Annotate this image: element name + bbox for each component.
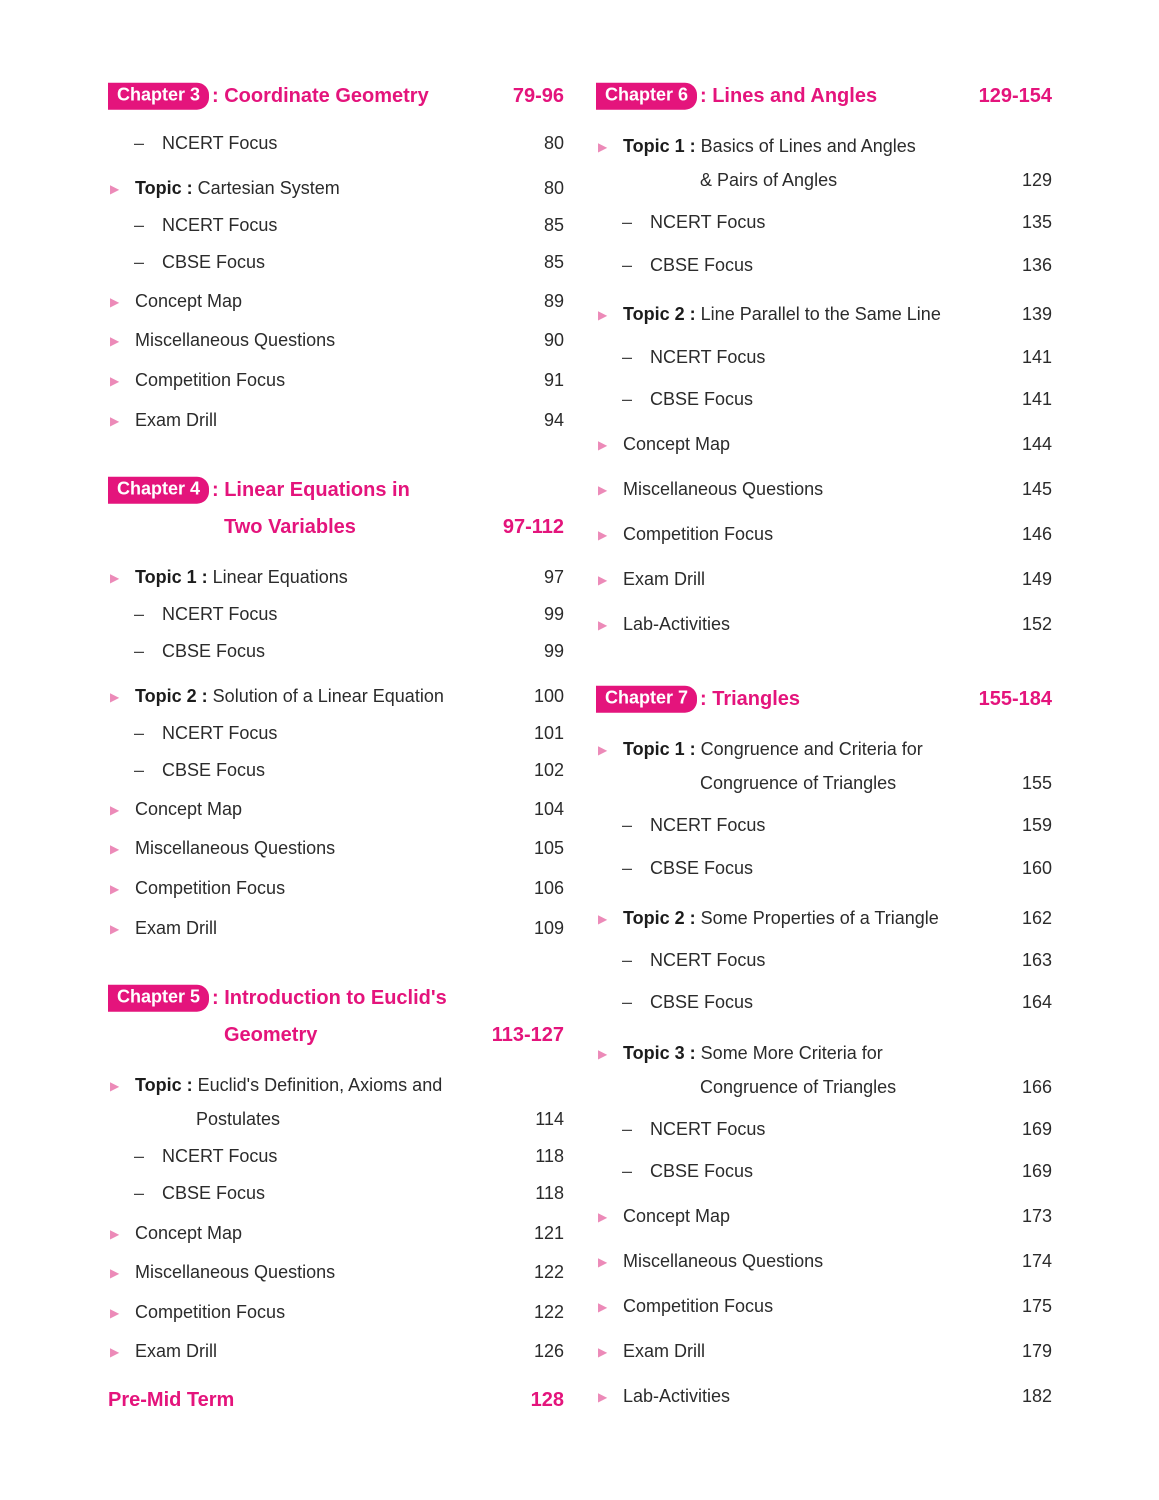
triangle-bullet-icon: ▶	[110, 1265, 120, 1280]
dash-bullet-icon: –	[622, 992, 633, 1013]
triangle-bullet-icon: ▶	[110, 413, 120, 428]
page-number: 164	[1021, 992, 1052, 1013]
triangle-bullet-icon: ▶	[110, 1305, 120, 1320]
topic-prefix: Topic 1 :	[623, 739, 696, 760]
triangle-bullet-icon: ▶	[598, 617, 608, 632]
entry-label	[135, 178, 340, 200]
triangle-bullet-icon: ▶	[598, 1299, 608, 1314]
entry-label: Miscellaneous Questions	[623, 1251, 824, 1272]
dash-bullet-icon: –	[622, 858, 633, 879]
page-number: 174	[1021, 1251, 1052, 1272]
dash-bullet-icon: –	[134, 641, 145, 662]
page-number: 141	[1021, 389, 1052, 410]
chapter-badge: Chapter 4	[108, 477, 209, 504]
dash-bullet-icon: –	[134, 133, 145, 154]
triangle-bullet-icon: ▶	[110, 294, 120, 309]
topic-prefix: Topic 2 :	[135, 686, 208, 707]
page-number: 136	[1021, 255, 1052, 276]
entry-label: CBSE Focus	[650, 858, 754, 879]
chapter-title: : Coordinate Geometry	[212, 85, 429, 107]
page-number: 135	[1021, 212, 1052, 233]
page-number: 85	[543, 215, 564, 236]
page-number: 149	[1021, 569, 1052, 590]
page-number: 109	[533, 918, 564, 939]
page-number: 99	[543, 604, 564, 625]
topic-name: Linear Equations	[207, 567, 348, 588]
dash-bullet-icon: –	[622, 1119, 633, 1140]
chapter-page-range: 155-184	[978, 688, 1052, 710]
topic-prefix: Topic 3 :	[623, 1043, 696, 1064]
entry-label: Miscellaneous Questions	[623, 479, 824, 500]
entry-label: Exam Drill	[135, 918, 218, 939]
page-number: 89	[543, 291, 564, 312]
entry-label: NCERT Focus	[650, 212, 766, 233]
page-number: 145	[1021, 479, 1052, 500]
topic-prefix: Topic 1 :	[135, 567, 208, 588]
section-page: 128	[530, 1389, 564, 1411]
page-number: 80	[543, 133, 564, 154]
topic-name: Euclid's Definition, Axioms and	[192, 1075, 443, 1096]
triangle-bullet-icon: ▶	[598, 482, 608, 497]
entry-label: Exam Drill	[623, 1341, 706, 1362]
entry-label: CBSE Focus	[650, 992, 754, 1013]
entry-label	[135, 1075, 442, 1097]
entry-label: NCERT Focus	[650, 1119, 766, 1140]
entry-label: Concept Map	[623, 1206, 731, 1227]
page-number: 160	[1021, 858, 1052, 879]
entry-label: NCERT Focus	[650, 950, 766, 971]
page-number: 162	[1021, 908, 1052, 929]
topic-name: Cartesian System	[192, 178, 340, 199]
page-number: 169	[1021, 1161, 1052, 1182]
entry-label: Exam Drill	[135, 410, 218, 431]
triangle-bullet-icon: ▶	[110, 841, 120, 856]
topic-prefix: Topic 2 :	[623, 304, 696, 325]
entry-label	[623, 739, 923, 761]
page-number: 94	[543, 410, 564, 431]
entry-label: Miscellaneous Questions	[135, 838, 336, 859]
triangle-bullet-icon: ▶	[598, 1389, 608, 1404]
topic-prefix: Topic 1 :	[623, 136, 696, 157]
entry-label: Exam Drill	[623, 569, 706, 590]
page-number: 105	[533, 838, 564, 859]
entry-label	[135, 686, 444, 708]
page-number: 114	[535, 1109, 564, 1130]
page-number: 182	[1021, 1386, 1052, 1407]
entry-label: NCERT Focus	[162, 215, 278, 236]
entry-label: Lab-Activities	[623, 1386, 731, 1407]
page-number: 144	[1021, 434, 1052, 455]
topic-name: Some Properties of a Triangle	[695, 908, 939, 929]
chapter-badge: Chapter 6	[596, 83, 697, 110]
page-number: 163	[1021, 950, 1052, 971]
topic-name: Some More Criteria for	[695, 1043, 883, 1064]
dash-bullet-icon: –	[622, 212, 633, 233]
triangle-bullet-icon: ▶	[598, 1209, 608, 1224]
triangle-bullet-icon: ▶	[110, 689, 120, 704]
entry-label: NCERT Focus	[162, 604, 278, 625]
page-number: 122	[533, 1262, 564, 1283]
triangle-bullet-icon: ▶	[598, 527, 608, 542]
entry-label: NCERT Focus	[650, 347, 766, 368]
triangle-bullet-icon: ▶	[110, 921, 120, 936]
page-number: 152	[1021, 614, 1052, 635]
topic-name: Congruence and Criteria for	[695, 739, 923, 760]
entry-label	[623, 136, 916, 158]
topic-prefix: Topic 2 :	[623, 908, 696, 929]
triangle-bullet-icon: ▶	[110, 570, 120, 585]
page-number: 104	[533, 799, 564, 820]
dash-bullet-icon: –	[622, 1161, 633, 1182]
entry-label: Congruence of Triangles	[700, 773, 897, 794]
entry-label: CBSE Focus	[650, 389, 754, 410]
dash-bullet-icon: –	[622, 815, 633, 836]
dash-bullet-icon: –	[134, 604, 145, 625]
page-number: 121	[533, 1223, 564, 1244]
page-number: 85	[543, 252, 564, 273]
entry-label: Concept Map	[135, 799, 243, 820]
triangle-bullet-icon: ▶	[110, 181, 120, 196]
page-number: 99	[543, 641, 564, 662]
entry-label: Lab-Activities	[623, 614, 731, 635]
entry-label: Concept Map	[135, 1223, 243, 1244]
entry-label: CBSE Focus	[162, 252, 266, 273]
dash-bullet-icon: –	[134, 760, 145, 781]
page-number: 100	[533, 686, 564, 707]
triangle-bullet-icon: ▶	[598, 911, 608, 926]
triangle-bullet-icon: ▶	[598, 1254, 608, 1269]
triangle-bullet-icon: ▶	[598, 572, 608, 587]
entry-label: CBSE Focus	[650, 1161, 754, 1182]
triangle-bullet-icon: ▶	[110, 1078, 120, 1093]
page-number: 159	[1021, 815, 1052, 836]
entry-label: CBSE Focus	[650, 255, 754, 276]
chapter-page-range: 97-112	[502, 516, 564, 538]
entry-label: NCERT Focus	[162, 1146, 278, 1167]
page-number: 146	[1021, 524, 1052, 545]
page-number: 90	[543, 330, 564, 351]
entry-label: Competition Focus	[135, 1302, 286, 1323]
dash-bullet-icon: –	[622, 255, 633, 276]
triangle-bullet-icon: ▶	[598, 742, 608, 757]
page-number: 97	[543, 567, 564, 588]
page-number: 129	[1021, 170, 1052, 191]
page-number: 80	[543, 178, 564, 199]
triangle-bullet-icon: ▶	[598, 307, 608, 322]
triangle-bullet-icon: ▶	[598, 139, 608, 154]
topic-prefix: Topic :	[135, 1075, 193, 1096]
entry-label: NCERT Focus	[162, 133, 278, 154]
dash-bullet-icon: –	[134, 723, 145, 744]
page-number: 118	[535, 1183, 564, 1204]
chapter-title-continued: Two Variables	[224, 516, 356, 538]
dash-bullet-icon: –	[134, 1146, 145, 1167]
page-number: 175	[1021, 1296, 1052, 1317]
triangle-bullet-icon: ▶	[598, 1344, 608, 1359]
entry-label: & Pairs of Angles	[700, 170, 838, 191]
topic-name: Line Parallel to the Same Line	[695, 304, 941, 325]
chapter-title: : Linear Equations in	[212, 479, 410, 501]
page-number: 122	[533, 1302, 564, 1323]
page-number: 155	[1021, 773, 1052, 794]
triangle-bullet-icon: ▶	[110, 881, 120, 896]
chapter-title: : Lines and Angles	[700, 85, 878, 107]
page-number: 126	[533, 1341, 564, 1362]
page-number: 166	[1021, 1077, 1052, 1098]
dash-bullet-icon: –	[622, 389, 633, 410]
entry-label	[135, 567, 348, 589]
chapter-title-continued: Geometry	[224, 1024, 318, 1046]
entry-label: Competition Focus	[623, 1296, 774, 1317]
triangle-bullet-icon: ▶	[110, 373, 120, 388]
entry-label	[623, 304, 941, 326]
topic-name: Basics of Lines and Angles	[695, 136, 916, 157]
page-number: 102	[533, 760, 564, 781]
dash-bullet-icon: –	[134, 215, 145, 236]
chapter-page-range: 113-127	[491, 1024, 564, 1046]
page-number: 141	[1021, 347, 1052, 368]
page-number: 106	[533, 878, 564, 899]
entry-label: Postulates	[196, 1109, 281, 1130]
entry-label: CBSE Focus	[162, 641, 266, 662]
chapter-title: : Triangles	[700, 688, 801, 710]
chapter-page-range: 129-154	[978, 85, 1052, 107]
triangle-bullet-icon: ▶	[598, 437, 608, 452]
page-number: 173	[1021, 1206, 1052, 1227]
entry-label: Competition Focus	[623, 524, 774, 545]
entry-label: NCERT Focus	[650, 815, 766, 836]
entry-label: Competition Focus	[135, 370, 286, 391]
page-number: 118	[535, 1146, 564, 1167]
entry-label: Competition Focus	[135, 878, 286, 899]
triangle-bullet-icon: ▶	[110, 333, 120, 348]
entry-label	[623, 908, 939, 930]
entry-label: Exam Drill	[135, 1341, 218, 1362]
dash-bullet-icon: –	[134, 252, 145, 273]
entry-label	[623, 1043, 883, 1065]
dash-bullet-icon: –	[134, 1183, 145, 1204]
triangle-bullet-icon: ▶	[598, 1046, 608, 1061]
chapter-badge: Chapter 5	[108, 985, 209, 1012]
triangle-bullet-icon: ▶	[110, 1344, 120, 1359]
dash-bullet-icon: –	[622, 950, 633, 971]
page-number: 139	[1021, 304, 1052, 325]
entry-label: NCERT Focus	[162, 723, 278, 744]
triangle-bullet-icon: ▶	[110, 802, 120, 817]
page-number: 91	[543, 370, 564, 391]
entry-label: Miscellaneous Questions	[135, 1262, 336, 1283]
triangle-bullet-icon: ▶	[110, 1226, 120, 1241]
page-number: 179	[1021, 1341, 1052, 1362]
page-number: 101	[533, 723, 564, 744]
topic-name: Solution of a Linear Equation	[207, 686, 444, 707]
entry-label: Concept Map	[623, 434, 731, 455]
page-number: 169	[1021, 1119, 1052, 1140]
entry-label: Miscellaneous Questions	[135, 330, 336, 351]
entry-label: CBSE Focus	[162, 1183, 266, 1204]
section-title: Pre-Mid Term	[108, 1389, 235, 1411]
entry-label: CBSE Focus	[162, 760, 266, 781]
chapter-page-range: 79-96	[512, 85, 564, 107]
dash-bullet-icon: –	[622, 347, 633, 368]
chapter-badge: Chapter 3	[108, 83, 209, 110]
entry-label: Concept Map	[135, 291, 243, 312]
topic-prefix: Topic :	[135, 178, 193, 199]
chapter-title: : Introduction to Euclid's	[212, 987, 447, 1009]
entry-label: Congruence of Triangles	[700, 1077, 897, 1098]
chapter-badge: Chapter 7	[596, 686, 697, 713]
